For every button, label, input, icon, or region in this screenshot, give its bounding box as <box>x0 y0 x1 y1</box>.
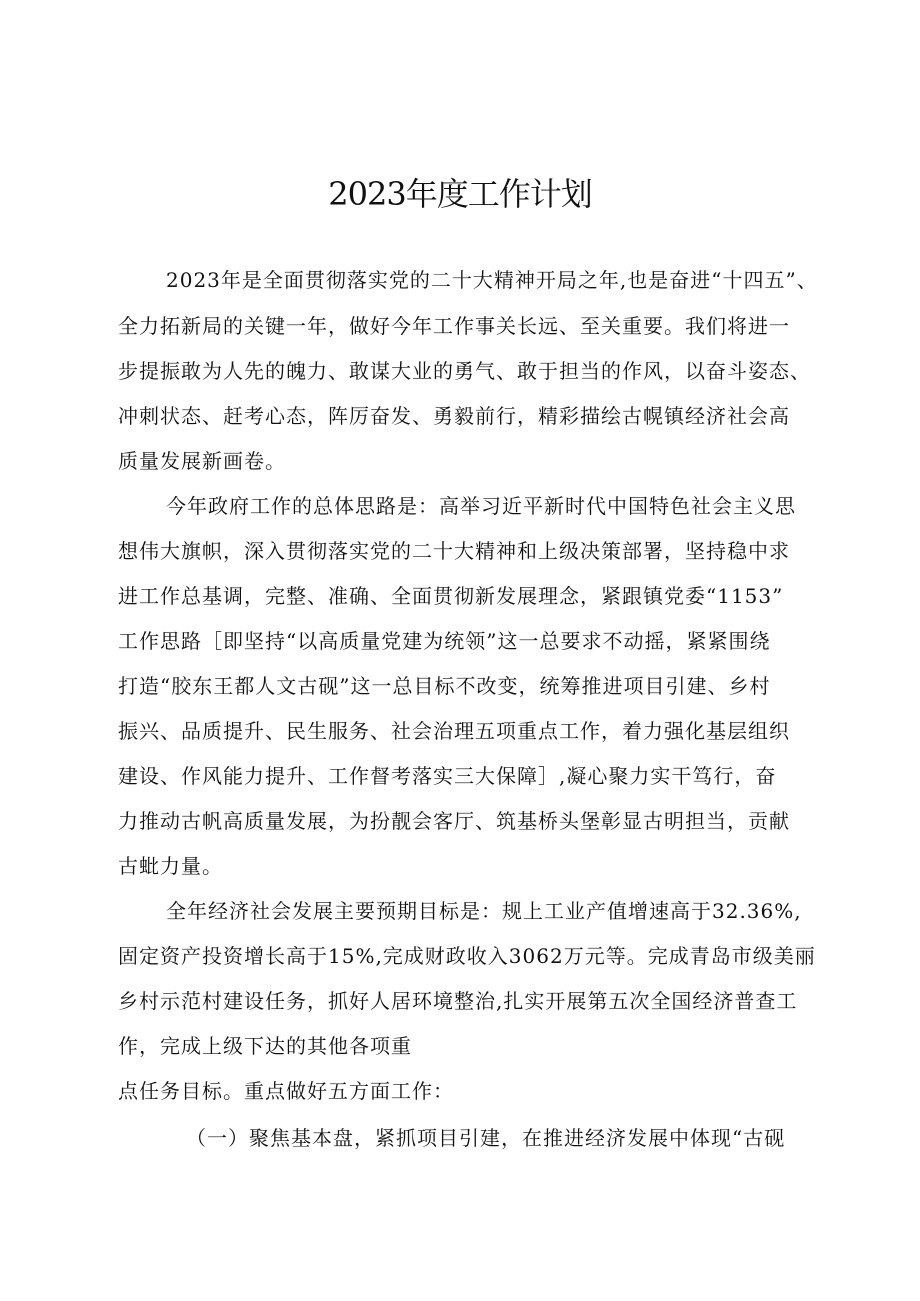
paragraph-line: 振兴、品质提升、民生服务、社会治理五项重点工作，着力强化基层组织 <box>118 719 790 743</box>
paragraph-line: 全年经济社会发展主要预期目标是：规上工业产值增速高于32.36%, <box>166 899 802 923</box>
page-title: 2023年度工作计划 <box>328 175 592 213</box>
paragraph-line: 打造“胶东王都人文古砚”这一总目标不改变，统筹推进项目引建、乡村 <box>118 674 771 698</box>
paragraph-line: 步提振敢为人先的魄力、敢谋大业的勇气、敢于担当的作风，以奋斗姿态、 <box>118 359 811 383</box>
paragraph-line: 质量发展新画卷。 <box>118 449 286 473</box>
paragraph-line: 力推动古帆高质量发展，为扮靓会客厅、筑基桥头堡彰显古明担当，贡献 <box>118 809 790 833</box>
paragraph-line: 想伟大旗帜，深入贯彻落实党的二十大精神和上级决策部署，坚持稳中求 <box>118 539 790 563</box>
paragraph-line: 固定资产投资增长高于15%,完成财政收入3062万元等。完成青岛市级美丽 <box>118 944 816 968</box>
paragraph-line: 冲刺状态、赶考心态，阵厉奋发、勇毅前行，精彩描绘古幌镇经济社会高 <box>118 404 790 428</box>
paragraph-line: 乡村示范村建设任务，抓好人居环境整治,扎实开展第五次全国经济普查工 <box>118 989 798 1013</box>
paragraph-line: 进工作总基调，完整、准确、全面贯彻新发展理念，紧跟镇党委“1153” <box>118 584 784 608</box>
paragraph-line: 工作思路［即坚持“以高质量党建为统领”这一总要求不动摇，紧紧围绕 <box>118 629 771 653</box>
paragraph-line: 今年政府工作的总体思路是：高举习近平新时代中国特色社会主义思 <box>166 494 796 518</box>
paragraph-line: 作，完成上级下达的其他各项重 <box>118 1034 412 1058</box>
paragraph-line: 点任务目标。重点做好五方面工作： <box>118 1079 454 1103</box>
paragraph-line: 2023年是全面贯彻落实党的二十大精神开局之年,也是奋进“十四五”、 <box>166 268 818 292</box>
paragraph-line: 建设、作风能力提升、工作督考落实三大保障］,凝心聚力实干笃行，奋 <box>118 764 777 788</box>
paragraph-line: 全力拓新局的关键一年，做好今年工作事关长远、至关重要。我们将进一 <box>118 314 790 338</box>
paragraph-line: （一）聚焦基本盘，紧抓项目引建，在推进经济发展中体现“古砚 <box>186 1126 786 1150</box>
paragraph-line: 古蚍力量。 <box>118 854 223 878</box>
